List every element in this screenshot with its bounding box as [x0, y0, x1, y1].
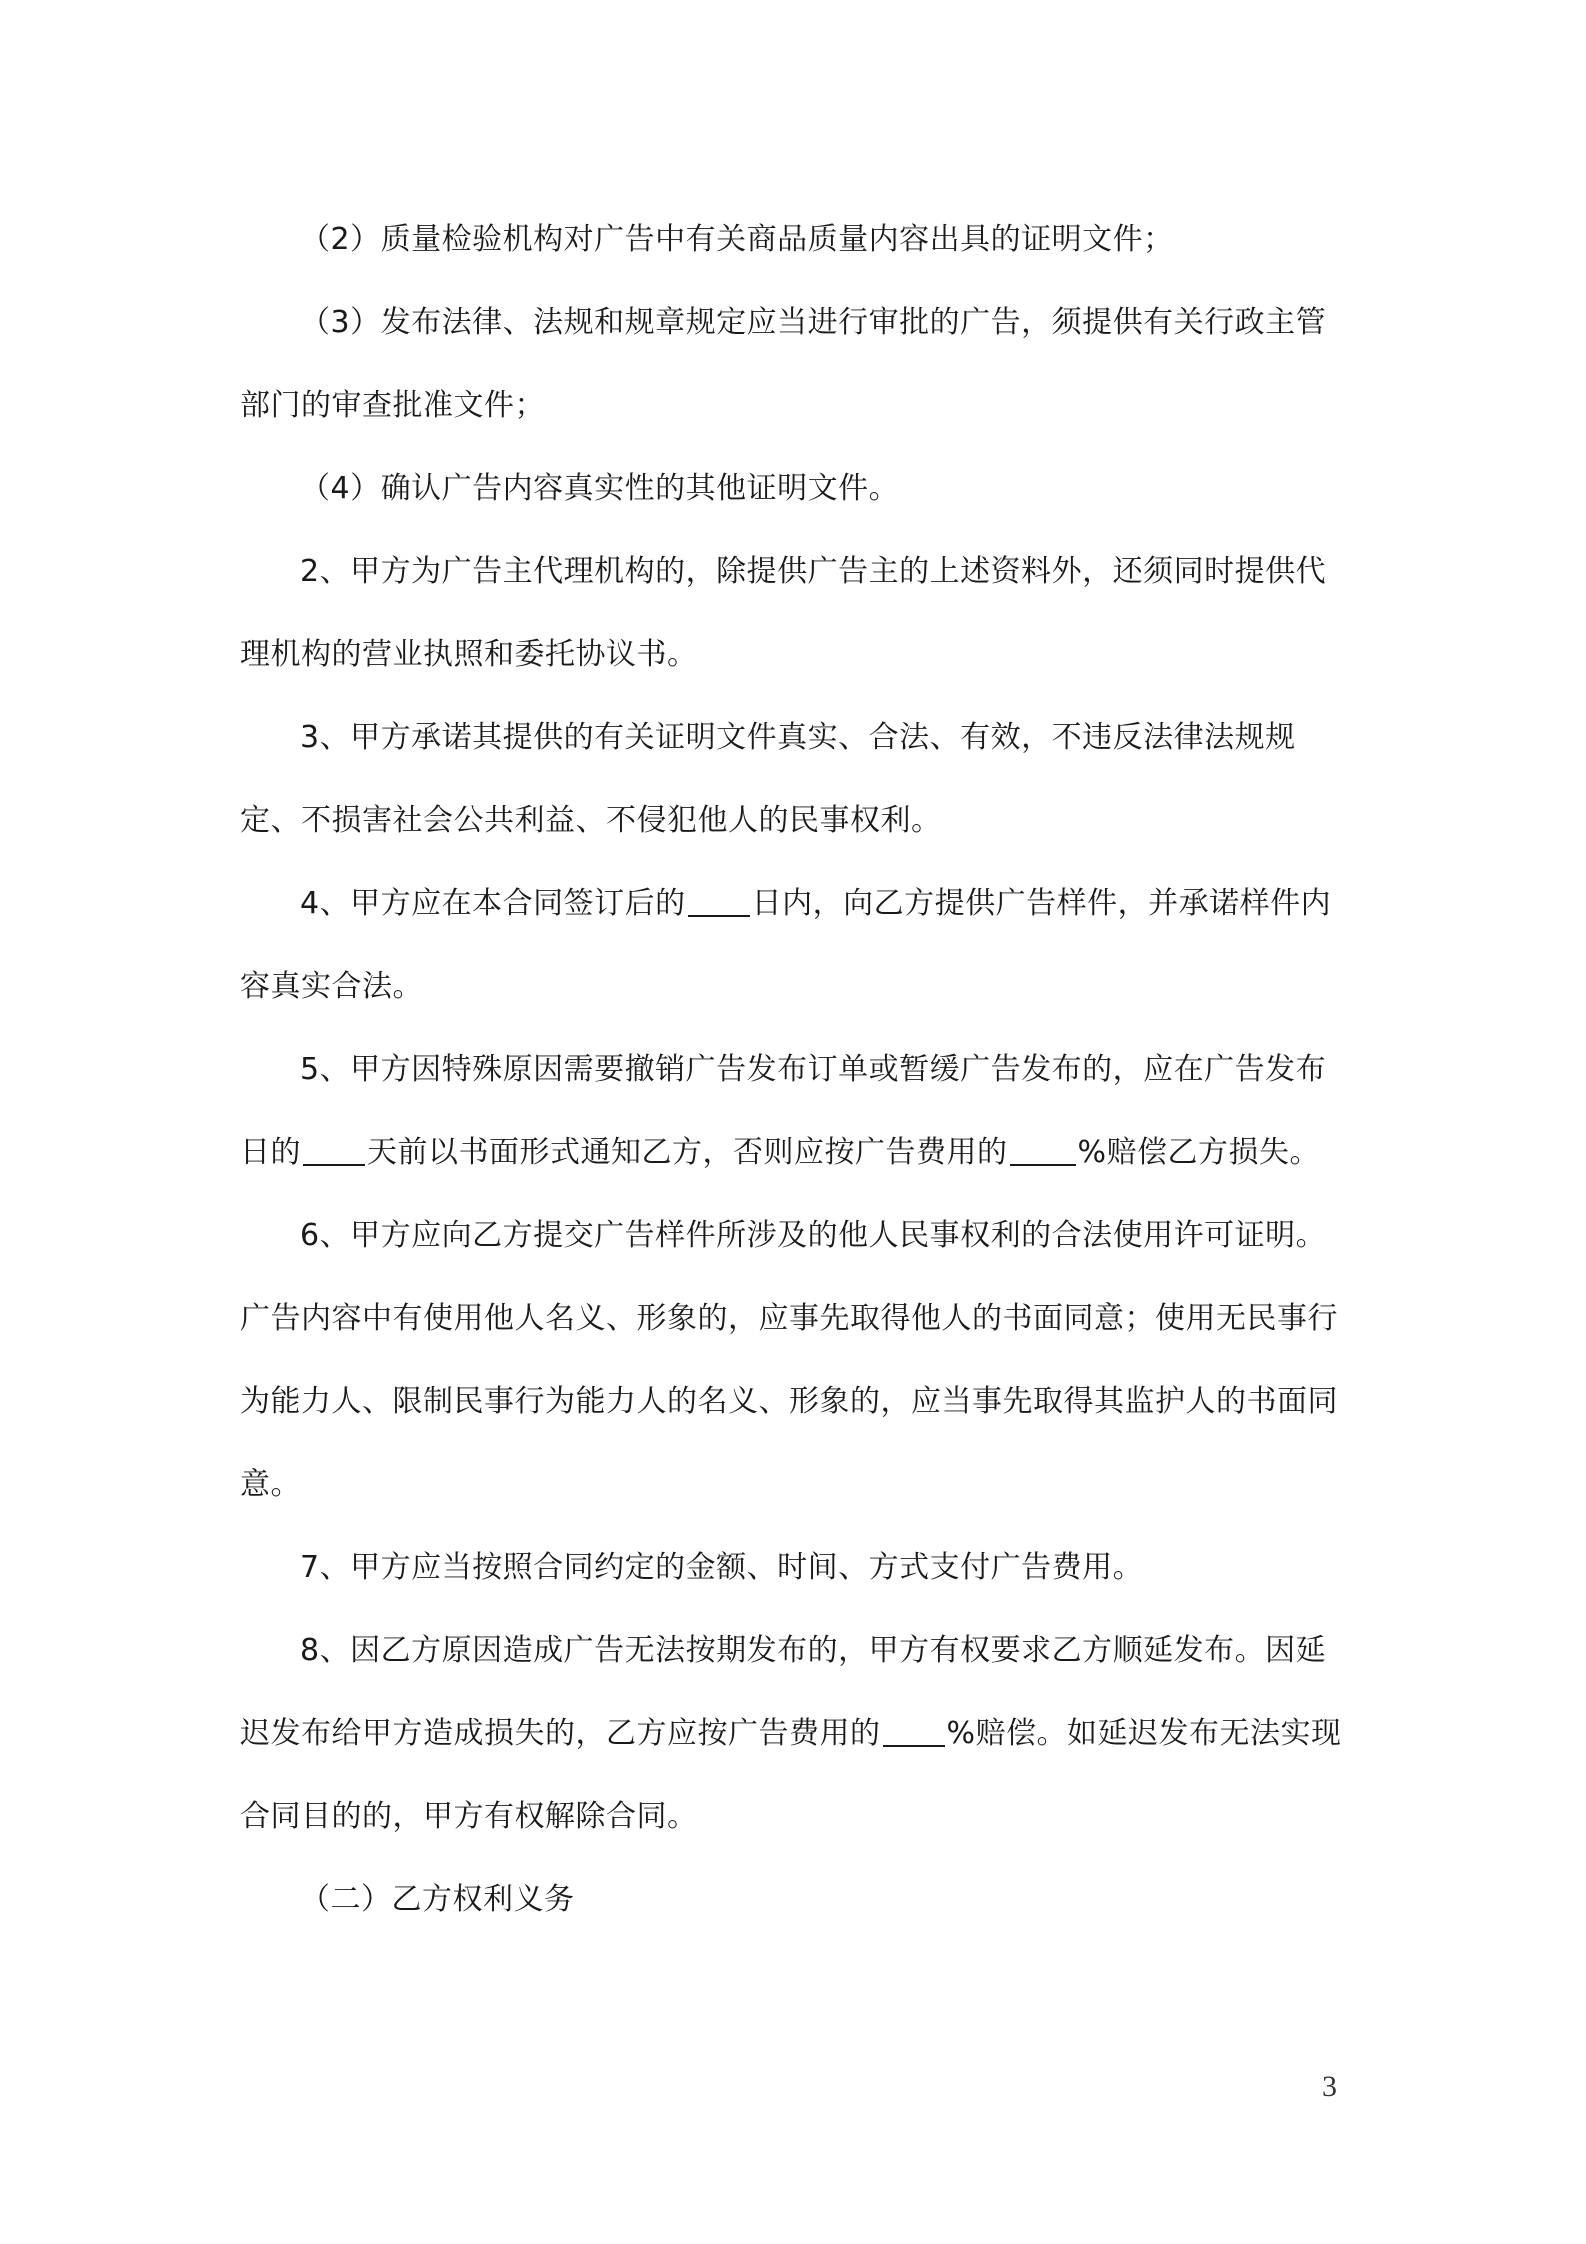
clause-agency-materials: 2、甲方为广告主代理机构的，除提供广告主的上述资料外，还须同时提供代理机构的营业执照和委托协议书。 — [240, 554, 1327, 672]
clause-cancellation-text-2: 天前以书面形式通知乙方，否则应按广告费用的 — [367, 1135, 1008, 1170]
clause-cancellation-text-3: %赔偿乙方损失。 — [1077, 1135, 1321, 1170]
clause-rights-permission: 6、甲方应向乙方提交广告样件所涉及的他人民事权利的合法使用许可证明。广告内容中有使用他人名义、形象的，应事先取得他人的书面同意；使用无民事行为能力人、限制民事行为能力人的名义、形象的，应当事先取得其监护人的书面同意。 — [240, 1218, 1338, 1502]
clause-payment: 7、甲方应当按照合同约定的金额、时间、方式支付广告费用。 — [300, 1550, 1144, 1585]
clause-2-item-4: （4）确认广告内容真实性的其他证明文件。 — [300, 471, 900, 506]
clause-delay-text-2: %赔偿。如延迟发布无法实现合同目的的，甲方有权解除合同。 — [240, 1716, 1342, 1834]
notice-days-blank — [303, 1134, 365, 1166]
clause-sample-delivery-text-1: 4、甲方应在本合同签订后的 — [300, 886, 686, 921]
clause-sample-delivery-text-2: 日内，向乙方提供广告样件，并承诺样件内容真实合法。 — [240, 886, 1332, 1004]
clause-cancellation — [240, 1028, 1350, 1194]
delay-percent-blank — [883, 1715, 945, 1747]
clause-sample-delivery — [240, 862, 1350, 1028]
days-blank — [688, 885, 750, 917]
clause-delay-text-1: 8、因乙方原因造成广告无法按期发布的，甲方有权要求乙方顺延发布。因延迟发布给甲方造成损失的，乙方应按广告费用的 — [240, 1633, 1327, 1751]
page-number: 3 — [1322, 2070, 1337, 2103]
clause-2-item-2: （2）质量检验机构对广告中有关商品质量内容出具的证明文件； — [300, 222, 1174, 257]
clause-delay — [240, 1609, 1350, 1858]
clause-authenticity-promise: 3、甲方承诺其提供的有关证明文件真实、合法、有效，不违反法律法规规定、不损害社会公共利益、不侵犯他人的民事权利。 — [240, 720, 1296, 838]
clause-2-item-3: （3）发布法律、法规和规章规定应当进行审批的广告，须提供有关行政主管部门的审查批准文件； — [240, 305, 1327, 423]
section-heading-party-b: （二）乙方权利义务 — [300, 1882, 575, 1917]
clause-cancellation-text-1: 5、甲方因特殊原因需要撤销广告发布订单或暂缓广告发布的，应在广告发布日的 — [240, 1052, 1327, 1170]
document-body — [240, 198, 1350, 1941]
compensation-percent-blank — [1010, 1134, 1076, 1166]
